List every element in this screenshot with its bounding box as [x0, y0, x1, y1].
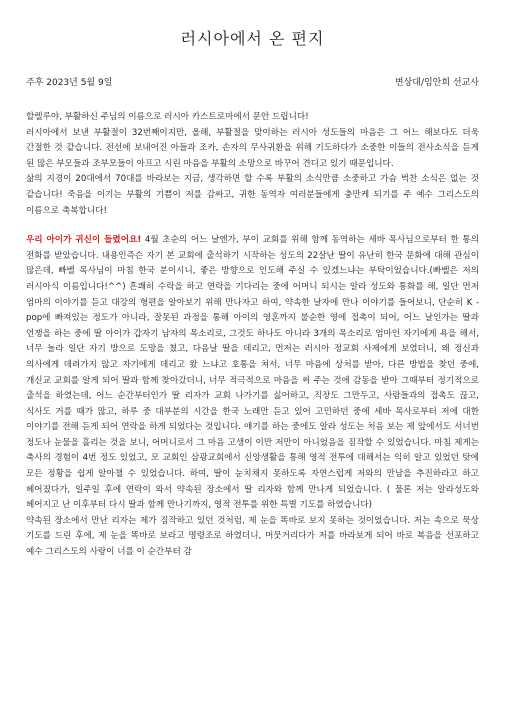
meeting-text: 약속된 장소에서 만난 리자는 제가 짐작하고 있던 것처럼, 제 눈을 똑바로 보지 못하는 것이었습니다. 저는 속으로 묵상 기도를 드린 후에, 제 눈을 똑바로 보라고 명령조로 하였더니, 머뭇거리다가 저를 바라보게 되어 바로 복음을 선포하고 예수 그리스도의 사랑이 너를 이 순간부터 감 [26, 515, 479, 558]
story-highlight: 우리 아이가 귀신이 들렸어요! [26, 235, 142, 246]
paragraph-gap [26, 219, 479, 233]
blessing-paragraph [26, 172, 479, 219]
letter-author: 변상대/임안희 선교사 [394, 78, 479, 88]
easter-paragraph [26, 126, 479, 173]
greeting-paragraph [26, 110, 479, 126]
letter-date: 주후 2023년 5월 9일 [26, 78, 113, 88]
meeting-paragraph [26, 514, 479, 561]
letter-meta [26, 75, 479, 88]
greeting-text: 할렐루야, 부활하신 주님의 이름으로 러시아 카스트로마에서 문안 드립니다! [26, 112, 309, 122]
letter-title: 러시아에서 온 편지 [180, 29, 325, 48]
blessing-text: 삶의 지경이 20대에서 70대를 바라보는 지금, 생각하면 할 수록 부활의 소식만큼 소중하고 가슴 벅찬 소식은 없는 것 같습니다! 죽음을 이기는 부활의 기쁨이 저를 감싸고, 귀한 동역자 여러분들에게 충만케 되기를 주 예수 그리스도의 이름으로 축복합니다! [26, 174, 479, 216]
story-paragraph [26, 233, 479, 514]
easter-text: 러시아에서 보낸 부활절이 32번째이지만, 올해, 부활절을 맞이하는 러시아 성도들의 마음은 그 어느 해보다도 더욱 간절한 것 같습니다. 전선에 보내어진 아들과 조카, 손자의 무사귀환을 위해 기도하다가 소중한 이들의 전사소식을 듣게 된 많은 부모들과 조부모들이 아프고 시린 마음을 부활의 소망으로 바꾸어 견디고 있기 때문입니다. [26, 127, 479, 169]
story-text: 4월 초순의 어느 날엔가, 부이 교회를 위해 함께 동역하는 세바 목사님으로부터 한 통의 전화를 받았습니다. 내용인즉슨 자기 본 교회에 출석하기 시작하는 성도의 22살난 딸이 유난히 한국 문화에 대해 관심이 많은데, 빠벨 목사님이 마침 한국 분이시니, 좋은 방향으로 인도해 주실 수 있겠느냐는 부탁이었습니다.(빠벨은 저의 러시아식 이름입니다!^^) 흔쾌히 수락을 하고 연락을 기다리는 중에 어머니 되시는 알라 성도와 통화를 해, 일단 먼저 엄마의 이야기를 듣고 대강의 형편을 알아보기 위해 만나자고 하여, 약속한 날자에 만나 이야기를 들어보니, 단순히 K -pop에 빠져있는 정도가 아니라, 잘못된 과정을 통해 아이의 영혼까지 불순한 영에 접촉이 되어, 어느 날인가는 딸과 언쟁을 하는 중에 딸 아이가 갑자기 남자의 목소리로, 그것도 하나도 아니라 3개의 목소리로 엄마인 자기에게 욕을 해서, 너무 놀라 일단 자기 방으로 도망을 쳤고, 다음날 딸을 데리고, 먼저는 러시아 정교회 사제에게 보였더니, 왜 정신과 의사에게 데려가지 않고 자기에게 데리고 왔 느냐고 호통을 쳐서, 너무 마음에 상처를 받아, 다른 방법을 찾던 중에, 개신교 교회를 알게 되어 딸과 함께 찾아갔더니, 너무 적극적으로 마음을 써 주는 것에 감동을 받아 그때부터 정기적으로 출석을 하였는데, 어느 순간부터인가 딸 리자가 교회 나가기를 싫어하고, 직장도 그만두고, 사람들과의 접촉도 끊고,식사도 거를 때가 많고, 하루 중 대부분의 시간을 한국 노래만 듣고 있어 고민하던 중에 세바 목사로부터 저에 대한 이야기를 전해 듣게 되어 연락을 하게 되었다는 것입니다. 얘기를 하는 중에도 알라 성도는 처음 보는 제 앞에서도 서너번 정도나 눈물을 흘리는 것을 보니, 어머니로서 그 마음 고생이 이만 저만이 아니었음을 짐작할 수 있었습니다. 마침 제게는 축사의 경험이 4번 정도 있었고, 모 교회인 삼광교회에서 신앙생활을 통해 영적 전투에 대해서는 익히 알고 있었던 탓에 모든 정황을 쉽게 알아챌 수 있었습니다. 하여, 딸이 눈치채지 못하도록 자연스럽게 저와의 만남을 추진하라고 하고 헤어졌다가, 일주일 후에 연락이 와서 약속된 장소에서 딸 리자와 함께 만나게 되었습니다. ( 물론 저는 알라성도와 헤어지고 난 이후부터 다시 딸과 함께 만나기까지, 영적 전투를 위한 특별 기도를 하였습니다) [26, 235, 480, 511]
